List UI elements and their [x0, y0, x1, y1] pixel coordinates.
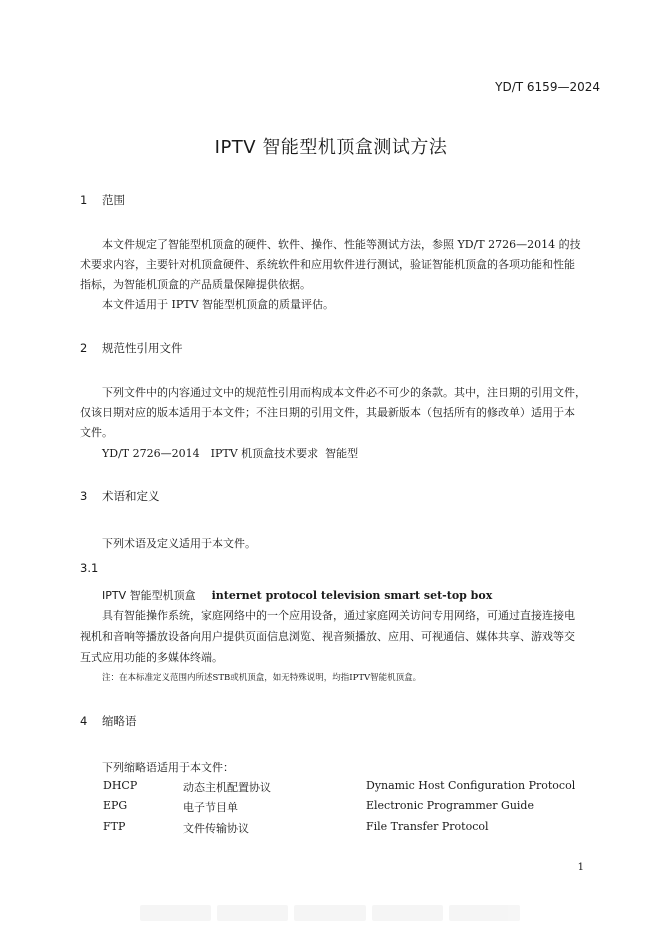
abbreviation-chinese: 文件传输协议 [183, 822, 249, 835]
term-english: internet protocol television smart set-top box [211, 589, 493, 602]
term-entry [102, 587, 492, 603]
abbreviation-chinese: 电子节目单 [183, 801, 238, 814]
paragraph-line: 指标，为智能机顶盒的产品质量保障提供依据。 [80, 278, 311, 291]
abbreviation-english: Electronic Programmer Guide [366, 799, 534, 812]
abbreviation-row [0, 779, 662, 795]
abbreviation: FTP [103, 820, 126, 833]
term-chinese: IPTV 智能型机顶盒 [102, 589, 196, 602]
section-title: 范围 [102, 193, 125, 207]
abbreviation-english: Dynamic Host Configuration Protocol [366, 779, 576, 792]
paragraph-line: 本文件规定了智能型机顶盒的硬件、软件、操作、性能等测试方法，参照 YD/T 2726—2014 的技 [102, 238, 581, 251]
section-2-heading [80, 340, 183, 356]
abbreviation: EPG [103, 799, 128, 812]
section-3-heading [80, 488, 160, 504]
section-1-heading [80, 192, 125, 208]
section-number: 4 [80, 714, 88, 728]
standard-number: YD/T 6159—2024 [495, 80, 600, 94]
page-number: 1 [577, 862, 584, 873]
note: 注：在本标准定义范围内所述STB或机顶盒，如无特殊说明，均指IPTV智能机顶盒。 [102, 673, 422, 683]
section-title: 缩略语 [102, 714, 137, 728]
section-title: 术语和定义 [102, 489, 160, 503]
watermark-strip [140, 905, 520, 921]
section-number: 3 [80, 489, 88, 503]
abbreviation-row [0, 820, 662, 836]
paragraph-line: 文件。 [80, 426, 113, 439]
paragraph-line: 仅该日期对应的版本适用于本文件；不注日期的引用文件，其最新版本（包括所有的修改单）适用于本 [80, 406, 575, 419]
paragraph-line: 视机和音响等播放设备向用户提供页面信息浏览、视音频播放、应用、可视通信、媒体共享、游戏等交 [80, 630, 575, 643]
section-number: 2 [80, 341, 88, 355]
abbreviation-chinese: 动态主机配置协议 [183, 781, 271, 794]
paragraph-line: 下列缩略语适用于本文件： [102, 761, 234, 774]
paragraph-line: 具有智能操作系统，家庭网络中的一个应用设备，通过家庭网关访问专用网络，可通过直接连接电 [102, 609, 575, 622]
subsection-number: 3.1 [80, 561, 99, 575]
paragraph-line: 术要求内容，主要针对机顶盒硬件、系统软件和应用软件进行测试，验证智能机顶盒的各项功能和性能 [80, 258, 575, 271]
section-4-heading [80, 713, 137, 729]
section-title: 规范性引用文件 [102, 341, 183, 355]
paragraph-line: 下列术语及定义适用于本文件。 [102, 537, 256, 550]
normative-reference: YD/T 2726—2014 IPTV 机顶盒技术要求 智能型 [102, 447, 359, 460]
section-number: 1 [80, 193, 88, 207]
paragraph-line: 下列文件中的内容通过文中的规范性引用而构成本文件必不可少的条款。其中，注日期的引用文件， [102, 386, 586, 399]
abbreviation-row [0, 799, 662, 815]
abbreviation: DHCP [103, 779, 138, 792]
abbreviation-english: File Transfer Protocol [366, 820, 489, 833]
document-title: IPTV 智能型机顶盒测试方法 [214, 137, 448, 158]
paragraph-line: 互式应用功能的多媒体终端。 [80, 651, 223, 664]
paragraph-line: 本文件适用于 IPTV 智能型机顶盒的质量评估。 [102, 298, 335, 311]
